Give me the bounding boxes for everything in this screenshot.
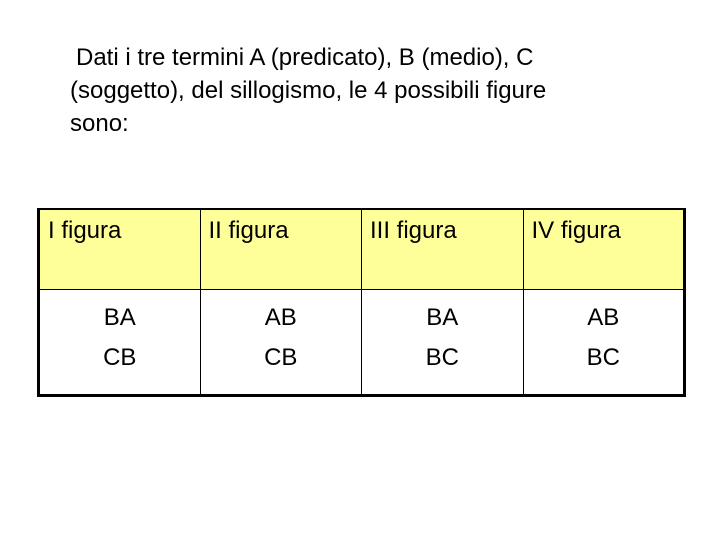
major-premise: AB [587, 303, 620, 331]
minor-premise: BC [586, 343, 620, 371]
premises-row [39, 289, 685, 395]
cell-figure-4 [523, 289, 685, 395]
cell-figure-2 [200, 289, 362, 395]
cell-figure-1 [39, 289, 201, 395]
cell-figure-3 [362, 289, 524, 395]
intro-line: Dati i tre termini A (predicato), B (medio), C [76, 44, 534, 71]
minor-premise: CB [264, 343, 298, 371]
major-premise: AB [264, 303, 297, 331]
intro-line: sono: [70, 110, 129, 137]
header-row [39, 209, 685, 289]
major-premise: BA [426, 303, 459, 331]
minor-premise: CB [103, 343, 137, 371]
syllogism-figures-table [37, 208, 686, 397]
intro-line: (soggetto), del sillogismo, le 4 possibili figure [70, 77, 547, 104]
header-figure-1: I figura [39, 209, 201, 289]
header-figure-2: II figura [200, 209, 362, 289]
major-premise: BA [103, 303, 136, 331]
intro-text [70, 41, 670, 140]
minor-premise: BC [425, 343, 459, 371]
header-figure-4: IV figura [523, 209, 685, 289]
header-figure-3: III figura [362, 209, 524, 289]
